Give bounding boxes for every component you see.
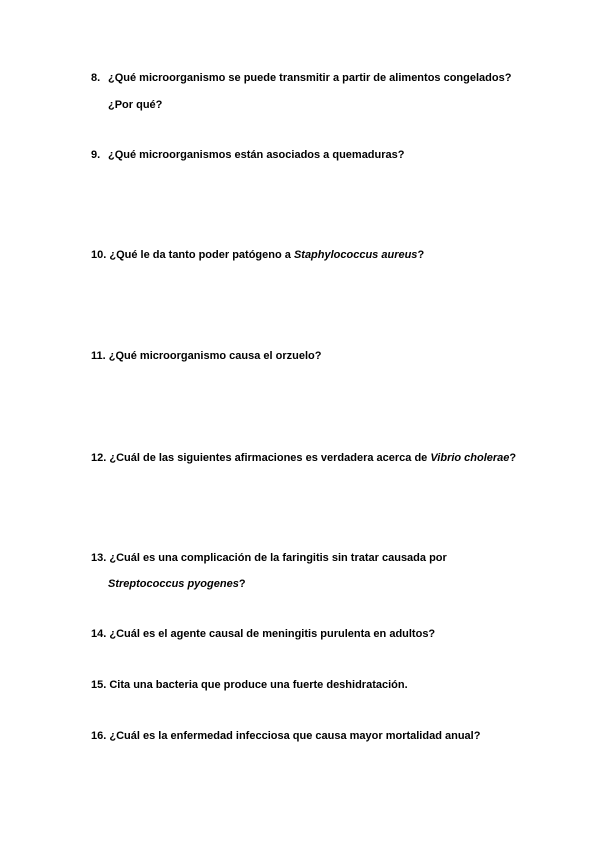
question-text: ¿Cuál es una complicación de la faringitis sin tratar causada por xyxy=(109,552,447,564)
question-number: 8. xyxy=(91,72,101,84)
question-10 xyxy=(91,248,424,262)
question-text: Cita una bacteria que produce una fuerte deshidratación. xyxy=(109,679,408,691)
question-text: ¿Qué microorganismos están asociados a quemaduras? xyxy=(108,149,405,161)
question-number: 11. xyxy=(91,350,106,362)
question-11 xyxy=(91,349,321,363)
question-text: ¿Cuál es la enfermedad infecciosa que causa mayor mortalidad anual? xyxy=(109,730,481,742)
question-number: 10. xyxy=(91,249,107,261)
species-name: Staphylococcus aureus xyxy=(293,249,418,261)
question-text: ¿Cuál es el agente causal de meningitis purulenta en adultos? xyxy=(109,628,436,640)
question-number: 15. xyxy=(91,679,107,691)
question-8-continuation: ¿Por qué? xyxy=(108,99,163,111)
question-16 xyxy=(91,729,480,743)
question-text: ¿Qué microorganismo causa el orzuelo? xyxy=(108,350,322,362)
question-12 xyxy=(91,451,516,465)
question-13-continuation xyxy=(108,577,246,591)
question-9 xyxy=(91,148,404,162)
question-number: 16. xyxy=(91,730,107,742)
question-8 xyxy=(91,71,511,85)
question-text: ¿Cuál de las siguientes afirmaciones es verdadera acerca de xyxy=(109,452,431,464)
question-number: 12. xyxy=(91,452,107,464)
question-text: ¿Qué le da tanto poder patógeno a xyxy=(109,249,294,261)
question-15 xyxy=(91,678,408,692)
species-name: Streptococcus pyogenes xyxy=(108,578,239,590)
question-number: 13. xyxy=(91,552,107,564)
question-number: 9. xyxy=(91,149,101,161)
question-13 xyxy=(91,551,447,565)
question-text: ¿Qué microorganismo se puede transmitir a partir de alimentos congelados? xyxy=(108,72,512,84)
species-name: Vibrio cholerae xyxy=(430,452,510,464)
question-mark: ? xyxy=(509,452,517,464)
question-mark: ? xyxy=(238,578,246,590)
question-14 xyxy=(91,627,435,641)
question-number: 14. xyxy=(91,628,107,640)
question-mark: ? xyxy=(417,249,425,261)
